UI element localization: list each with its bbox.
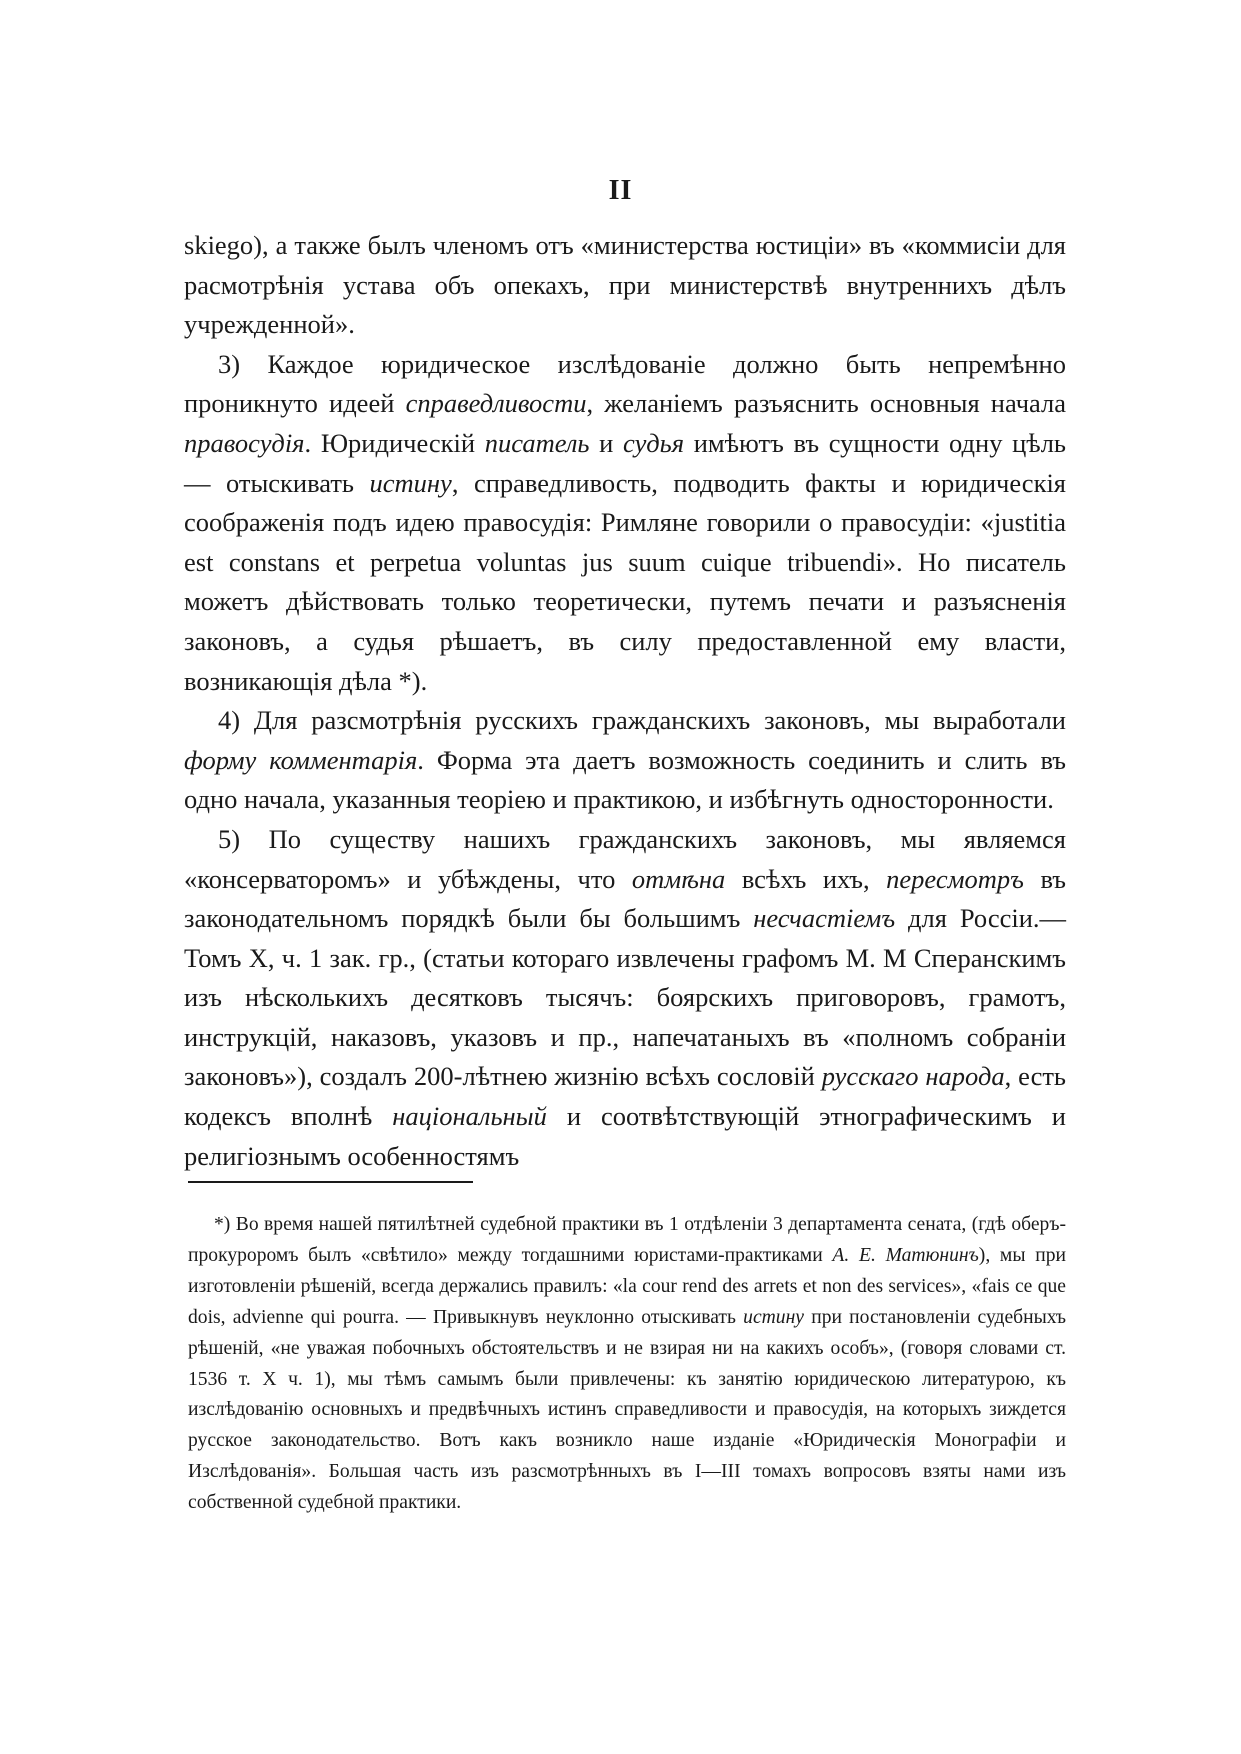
text-italic-run: отмѣна xyxy=(631,863,726,894)
footnote-italic-run: А. Е. Матюнинъ xyxy=(832,1244,979,1266)
text-italic-run: правосудія xyxy=(184,427,305,458)
paragraph-3 xyxy=(184,345,1066,701)
footnote xyxy=(188,1210,1066,1519)
text-italic-run: національный xyxy=(392,1101,547,1132)
main-text xyxy=(184,226,1066,1176)
text-italic-run: писатель xyxy=(484,427,590,458)
text-run: , есть кодексъ вполнѣ xyxy=(184,1061,1067,1132)
text-run: . Юридическій xyxy=(304,427,485,458)
text-run: имѣютъ въ сущности одну цѣль — отыскивать xyxy=(184,427,1067,498)
text-run: и xyxy=(589,427,623,458)
text-italic-run: судья xyxy=(622,427,685,458)
text-italic-run: русскаго народа xyxy=(821,1061,1005,1092)
text-run: 4) Для разсмотрѣнія русскихъ гражданскихъ законовъ, мы выработали xyxy=(218,705,1066,736)
footnote-run: при постановленіи судебныхъ рѣшеній, «не уважая побочныхъ обстоятельствъ и не взирая ни на какихъ особъ», (говоря словами ст. 1536 т. X ч. 1), мы тѣмъ самымъ были привлечены: къ занятію юридическою литературою, къ изслѣдованію основныхъ и предвѣчныхъ истинъ справедливости и правосудія, на которыхъ зиждется русское законодательство. Вотъ какъ возникло наше изданіе «Юридическія Монографіи и Изслѣдованія». Большая часть изъ разсмотрѣнныхъ въ I—III томахъ вопросовъ взяты нами изъ собственной судебной практики. xyxy=(188,1306,1066,1514)
text-italic-run: форму комментарія xyxy=(184,744,418,775)
text-italic-run: справедливости xyxy=(405,388,587,419)
text-run: и соотвѣтствующій этнографическимъ и религіознымъ особенностямъ xyxy=(184,1101,1066,1171)
footnote-italic-run: истину xyxy=(743,1306,804,1328)
text-run: для Россіи.— Томъ X, ч. 1 зак. гр., (статьи котораго извлечены графомъ М. М Сперанскимъ изъ нѣсколькихъ десятковъ тысячъ: боярскихъ приговоровъ, грамотъ, инструкцій, наказовъ, указовъ и пр., напечатаныхъ въ «полномъ собраніи законовъ»), создалъ 200-лѣтнею жизнію всѣхъ сословій xyxy=(184,903,1067,1092)
text-run: всѣхъ ихъ, xyxy=(725,863,887,894)
text-italic-run: пересмотръ xyxy=(886,863,1024,894)
text-italic-run: истину xyxy=(369,467,452,498)
text-run: 5) По существу нашихъ гражданскихъ законовъ, мы являемся «консерваторомъ» и убѣждены, что xyxy=(184,823,1066,894)
page-number: II xyxy=(608,175,633,206)
footnote-separator xyxy=(188,1181,473,1183)
text-run: , желаніемъ разъяснить основныя начала xyxy=(586,388,1067,419)
footnote-text xyxy=(188,1210,1066,1519)
paragraph-4 xyxy=(184,701,1066,820)
paragraph-continuation xyxy=(184,226,1066,345)
footnote-run: ), мы при изготовленіи рѣшеній, всегда держались правилъ: «la cour rend des arrets et non des services», «fais ce que dois, advienne qui pourra. — Привыкнувъ неуклонно отыскивать xyxy=(188,1244,1066,1328)
text-italic-run: несчастіемъ xyxy=(753,903,896,934)
text-run: , справедливость, подводить факты и юридическія соображенія подъ идею правосудія: Римляне говорили о правосудіи: «justitia est constans et perpetua voluntas jus suum cuique tribuendi». Но писатель можетъ дѣйствовать только теоретически, путемъ печати и разъясненія законовъ, а судья рѣшаетъ, въ силу предоставленной ему власти, возникающія дѣла *). xyxy=(184,467,1066,696)
text-run: въ законодательномъ порядкѣ были бы большимъ xyxy=(184,863,1066,934)
footnote-run: *) Во время нашей пятилѣтней судебной практики въ 1 отдѣленіи 3 департамента сената, (гдѣ оберъ-прокуроромъ былъ «свѣтило» между тогдашними юристами-практиками xyxy=(188,1214,1066,1266)
text-run: 3) Каждое юридическое изслѣдованіе должно быть непремѣнно проникнуто идеей xyxy=(184,348,1066,419)
text-run: skiego), а также былъ членомъ отъ «министерства юстиціи» въ «коммисіи для расмотрѣнія устава объ опекахъ, при министерствѣ внутреннихъ дѣлъ учрежденной». xyxy=(184,230,1066,340)
text-run: . Форма эта даетъ возможность соединить и слить въ одно начала, указанныя теоріею и практикою, и избѣгнуть односторонности. xyxy=(184,744,1066,815)
paragraph-5 xyxy=(184,820,1066,1176)
